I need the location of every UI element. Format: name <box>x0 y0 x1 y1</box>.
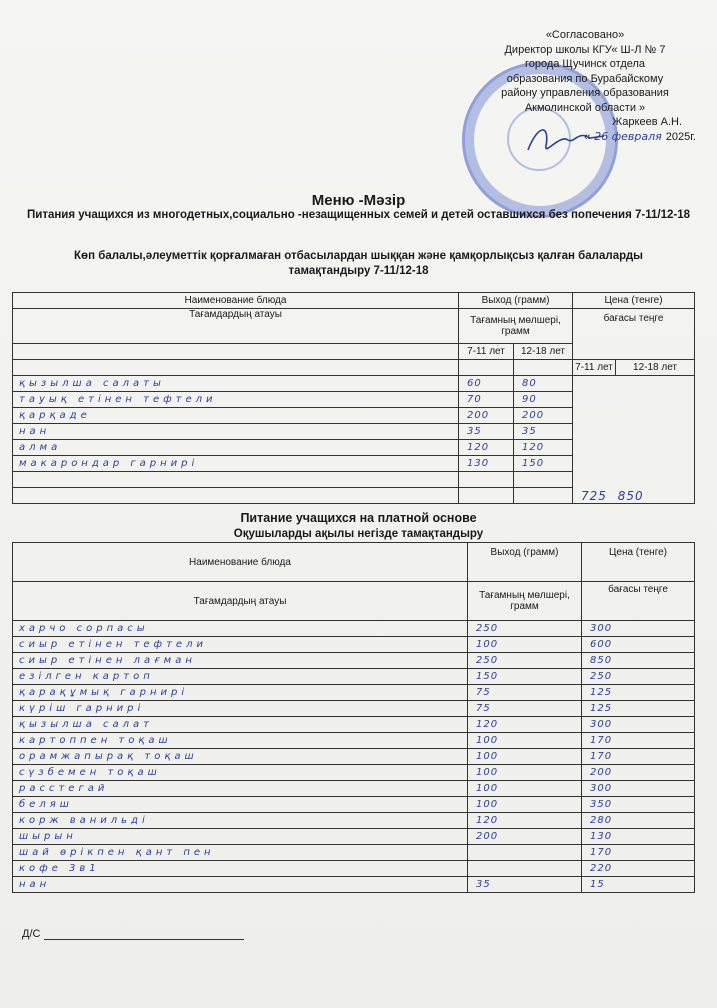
grams: 100 <box>468 749 582 765</box>
grams-12-18: 150 <box>514 456 573 472</box>
price: 300 <box>582 717 695 733</box>
dish-name: сиыр етінен лағман <box>13 653 468 669</box>
dish-name: қарақұмық гарнирі <box>13 685 468 701</box>
dish-name: қарқаде <box>13 408 459 424</box>
grams: 250 <box>468 621 582 637</box>
approval-line: образования по Бурабайскому <box>506 72 664 85</box>
menu-title: Меню -Мәзір <box>311 192 406 209</box>
header-price-ru: Цена (тенге) <box>573 293 695 309</box>
header-output-kz: Тағамның мөлшері, грамм <box>459 309 573 344</box>
dish-name: корж ванильді <box>13 813 468 829</box>
ds-label: Д/С <box>22 928 41 940</box>
price: 280 <box>582 813 695 829</box>
blank-cell <box>13 360 459 376</box>
grams: 120 <box>468 813 582 829</box>
price: 220 <box>582 861 695 877</box>
director-signature <box>520 120 610 160</box>
header-output-ru: Выход (грамм) <box>468 543 582 582</box>
grams: 100 <box>468 733 582 749</box>
grams-7-11: 70 <box>459 392 514 408</box>
grams: 120 <box>468 717 582 733</box>
header-output-ru: Выход (грамм) <box>459 293 573 309</box>
header-dish-kz: Тағамдардың атауы <box>13 309 459 344</box>
grams-7-11: 130 <box>459 456 514 472</box>
age-group-label: 12-18 лет <box>514 344 573 360</box>
grams-12-18: 80 <box>514 376 573 392</box>
grams-12-18: 120 <box>514 440 573 456</box>
date-open-quote: « <box>584 130 591 143</box>
price: 170 <box>582 845 695 861</box>
total-12-18: 850 <box>617 489 644 503</box>
grams-12-18: 35 <box>514 424 573 440</box>
free-meals-table <box>12 292 695 504</box>
header-price-kz: бағасы теңге <box>582 582 695 621</box>
paid-section-subtitle: Оқушыларды ақылы негізде тамақтандыру <box>233 528 484 540</box>
dish-name: езілген картоп <box>13 669 468 685</box>
blank-cell <box>13 472 459 488</box>
approval-line: району управления образования <box>501 87 669 99</box>
grams-7-11: 60 <box>459 376 514 392</box>
dish-name: расстегай <box>13 781 468 797</box>
dish-name: беляш <box>13 797 468 813</box>
age-group-label: 12-18 лет <box>616 360 695 376</box>
dish-name: шай өрікпен қант пен <box>13 845 468 861</box>
price-total-cell <box>573 376 695 504</box>
dish-name: қызылша салаты <box>13 376 459 392</box>
dish-name: күріш гарнирі <box>13 701 468 717</box>
price: 125 <box>582 701 695 717</box>
header-price-kz: бағасы теңге <box>573 309 695 360</box>
dish-name: нан <box>13 877 468 893</box>
grams-12-18: 90 <box>514 392 573 408</box>
grams-7-11: 35 <box>459 424 514 440</box>
price: 600 <box>582 637 695 653</box>
blank-cell <box>13 488 459 504</box>
grams: 100 <box>468 797 582 813</box>
dish-name: тауық етінен тефтели <box>13 392 459 408</box>
signer-name: Жаркеев А.Н. <box>612 116 682 128</box>
ds-signature-line <box>22 928 244 940</box>
dish-name: нан <box>13 424 459 440</box>
date-handwritten: 26 февраля <box>594 129 662 143</box>
price: 350 <box>582 797 695 813</box>
dish-name: макарондар гарнирі <box>13 456 459 472</box>
header-price-ru: Цена (тенге) <box>582 543 695 582</box>
date-year: 2025г. <box>665 130 696 143</box>
blank-cell <box>13 344 459 360</box>
price: 300 <box>582 621 695 637</box>
paid-section-title: Питание учащихся на платной основе <box>240 511 477 525</box>
grams: 35 <box>468 877 582 893</box>
grams-7-11: 200 <box>459 408 514 424</box>
grams-7-11: 120 <box>459 440 514 456</box>
approval-line: города Щучинск отдела <box>524 58 646 70</box>
dish-name: сиыр етінен тефтели <box>13 637 468 653</box>
price: 125 <box>582 685 695 701</box>
dish-name: сүзбемен тоқаш <box>13 765 468 781</box>
dish-name: алма <box>13 440 459 456</box>
grams <box>468 845 582 861</box>
menu-subtitle-ru: Питания учащихся из многодетных,социально -незащищенных семей и детей оставшихся без попечения 7-11/12-18 <box>26 209 690 221</box>
grams: 150 <box>468 669 582 685</box>
approval-line: Акмолинской области » <box>524 101 646 114</box>
dish-name: орамжапырақ тоқаш <box>13 749 468 765</box>
grams: 200 <box>468 829 582 845</box>
dish-name: қызылша салат <box>13 717 468 733</box>
price: 300 <box>582 781 695 797</box>
dish-name: картоппен тоқаш <box>13 733 468 749</box>
price: 170 <box>582 733 695 749</box>
header-dish-ru: Наименование блюда <box>13 543 468 582</box>
grams <box>468 861 582 877</box>
grams-12-18: 200 <box>514 408 573 424</box>
grams: 100 <box>468 781 582 797</box>
header-dish-kz: Тағамдардың атауы <box>13 582 468 621</box>
grams: 250 <box>468 653 582 669</box>
grams: 100 <box>468 637 582 653</box>
price: 170 <box>582 749 695 765</box>
header-output-kz: Тағамның мөлшері, грамм <box>468 582 582 621</box>
grams: 75 <box>468 701 582 717</box>
grams: 75 <box>468 685 582 701</box>
price: 15 <box>582 877 695 893</box>
total-7-11: 725 <box>581 489 607 503</box>
approval-line: Директор школы КГУ« Ш-Л № 7 <box>504 43 666 56</box>
price: 850 <box>582 653 695 669</box>
age-group-label: 7-11 лет <box>573 360 616 376</box>
dish-name: шырын <box>13 829 468 845</box>
age-group-label: 7-11 лет <box>459 344 514 360</box>
price: 200 <box>582 765 695 781</box>
price: 250 <box>582 669 695 685</box>
price: 130 <box>582 829 695 845</box>
dish-name: харчо сорпасы <box>13 621 468 637</box>
header-dish-ru: Наименование блюда <box>13 293 459 309</box>
grams: 100 <box>468 765 582 781</box>
signature-underline <box>44 939 244 940</box>
approval-line: «Согласовано» <box>545 29 625 41</box>
paid-meals-table <box>12 542 695 893</box>
dish-name: кофе 3в1 <box>13 861 468 877</box>
menu-subtitle-kz: Көп балалы,әлеуметтік қорғалмаған отбасылардан шыққан және қамқорлықсыз қалған балаларды тамақтандыру 7-11/12-18 <box>74 250 643 277</box>
